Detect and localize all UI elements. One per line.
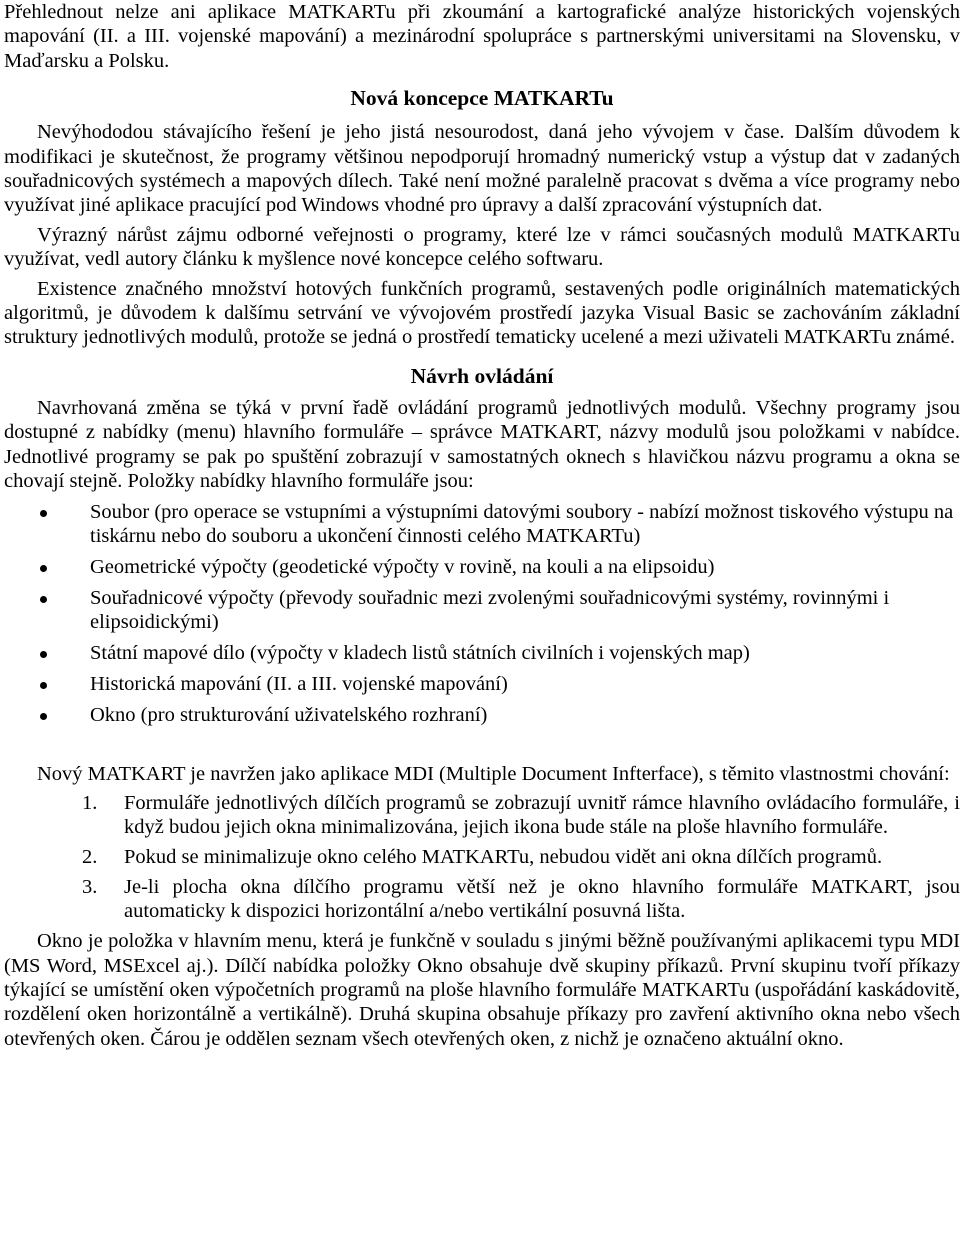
- section-heading-navrh-ovladani: Návrh ovládání: [410, 363, 554, 388]
- list-item: Státní mapové dílo (výpočty v kladech listů státních civilních i vojenských map): [4, 641, 960, 665]
- list-item: Okno (pro strukturování uživatelského rozhraní): [4, 703, 960, 727]
- paragraph-okno-closing: Okno je položka v hlavním menu, která je funkčně v souladu s jinými běžně používanými aplikacemi typu MDI (MS Word, MSExcel aj.). Dílčí nabídka položky Okno obsahuje dvě skupiny příkazů. První skupinu tvoří příkazy týkající se umístění oken výpočetních programů na ploše hlavního formuláře MATKARTu (uspořádání kaskádovitě, rozdělení oken horizontálně a vertikálně). Druhá skupina obsahuje příkazy pro zavření aktivního okna nebo všech otevřených oken. Čárou je oddělen seznam všech otevřených oken, z nichž je označeno aktuální okno.: [4, 930, 960, 1050]
- paragraph-nevyhoda: Nevýhododou stávajícího řešení je jeho jistá nesourodost, daná jeho vývojem v čase. Dalším důvodem k modifikaci je skutečnost, že programy většinou nepodporují hromadný numerický vstup a výstup dat v zadaných souřadnicových systémech a mapových dílech. Také není možné paralelně pracovat s dvěma a více programy nebo využívat jiné aplikace pracující pod Windows vhodné pro úpravy a další zpracování výstupních dat.: [4, 121, 960, 217]
- list-item: Soubor (pro operace se vstupními a výstupními datovými soubory - nabízí možnost tiskového výstupu na tiskárnu nebo do souboru a ukončení činnosti celého MATKARTu): [4, 500, 960, 549]
- bullet-icon: [40, 651, 47, 658]
- bullet-icon: [40, 510, 47, 517]
- list-item: 2. Pokud se minimalizuje okno celého MATKARTu, nebudou vidět ani okna dílčích programů.: [82, 845, 883, 868]
- paragraph-navrhovana-zmena: Navrhovaná změna se týká v první řadě ovládání programů jednotlivých modulů. Všechny programy jsou dostupné z nabídky (menu) hlavního formuláře – správce MATKART, názvy modulů jsou položkami v nabídce. Jednotlivé programy se pak po spuštění zobrazují v samostatných oknech s hlavičkou názvu programu a okna se chovají stejně. Položky nabídky hlavního formuláře jsou:: [4, 396, 960, 493]
- list-item: Souřadnicové výpočty (převody souřadnic mezi zvolenými souřadnicovými systémy, rovinnými i elipsoidickými): [4, 586, 960, 635]
- menu-items-list: [4, 500, 960, 728]
- list-item: 3. Je-li plocha okna dílčího programu větší než je okno hlavního formuláře MATKART, jsou automaticky k dispozici horizontální a/nebo vertikální posuvná lišta.: [82, 875, 960, 923]
- list-item: 1. Formuláře jednotlivých dílčích programů se zobrazují uvnitř rámce hlavního ovládacího formuláře, i když budou jejich okna minimalizována, jejich ikona bude stále na ploše hlavního formuláře.: [82, 791, 960, 839]
- list-item: Historická mapování (II. a III. vojenské mapování): [4, 672, 960, 696]
- intro-paragraph: Přehlednout nelze ani aplikace MATKARTu při zkoumání a kartografické analýze historických vojenských mapování (II. a III. vojenské mapování) a mezinárodní spolupráce s partnerskými universitami na Slovensku, v Maďarsku a Polsku.: [4, 1, 960, 72]
- mdi-properties-list: [4, 791, 960, 924]
- list-item: Geometrické výpočty (geodetické výpočty v rovině, na kouli a na elipsoidu): [4, 555, 960, 579]
- bullet-icon: [40, 565, 47, 572]
- paragraph-mdi-intro: Nový MATKART je navržen jako aplikace MDI (Multiple Document Infterface), s těmito vlastnostmi chování:: [37, 763, 950, 786]
- section-heading-nova-koncepce: Nová koncepce MATKARTu: [350, 86, 614, 111]
- paragraph-existence: Existence značného množství hotových funkčních programů, sestavených podle originálních matematických algoritmů, je důvodem k dalšímu setrvání ve vývojovém prostředí jazyka Visual Basic se zachováním základní struktury jednotlivých modulů, protože se jedná o prostředí tematicky ucelené a mezi uživateli MATKARTu známé.: [4, 277, 960, 349]
- paragraph-narust-zajmu: Výrazný nárůst zájmu odborné veřejnosti o programy, které lze v rámci současných modulů MATKARTu využívat, vedl autory článku k myšlence nové koncepce celého softwaru.: [4, 223, 960, 271]
- bullet-icon: [40, 682, 47, 689]
- bullet-icon: [40, 713, 47, 720]
- bullet-icon: [40, 596, 47, 603]
